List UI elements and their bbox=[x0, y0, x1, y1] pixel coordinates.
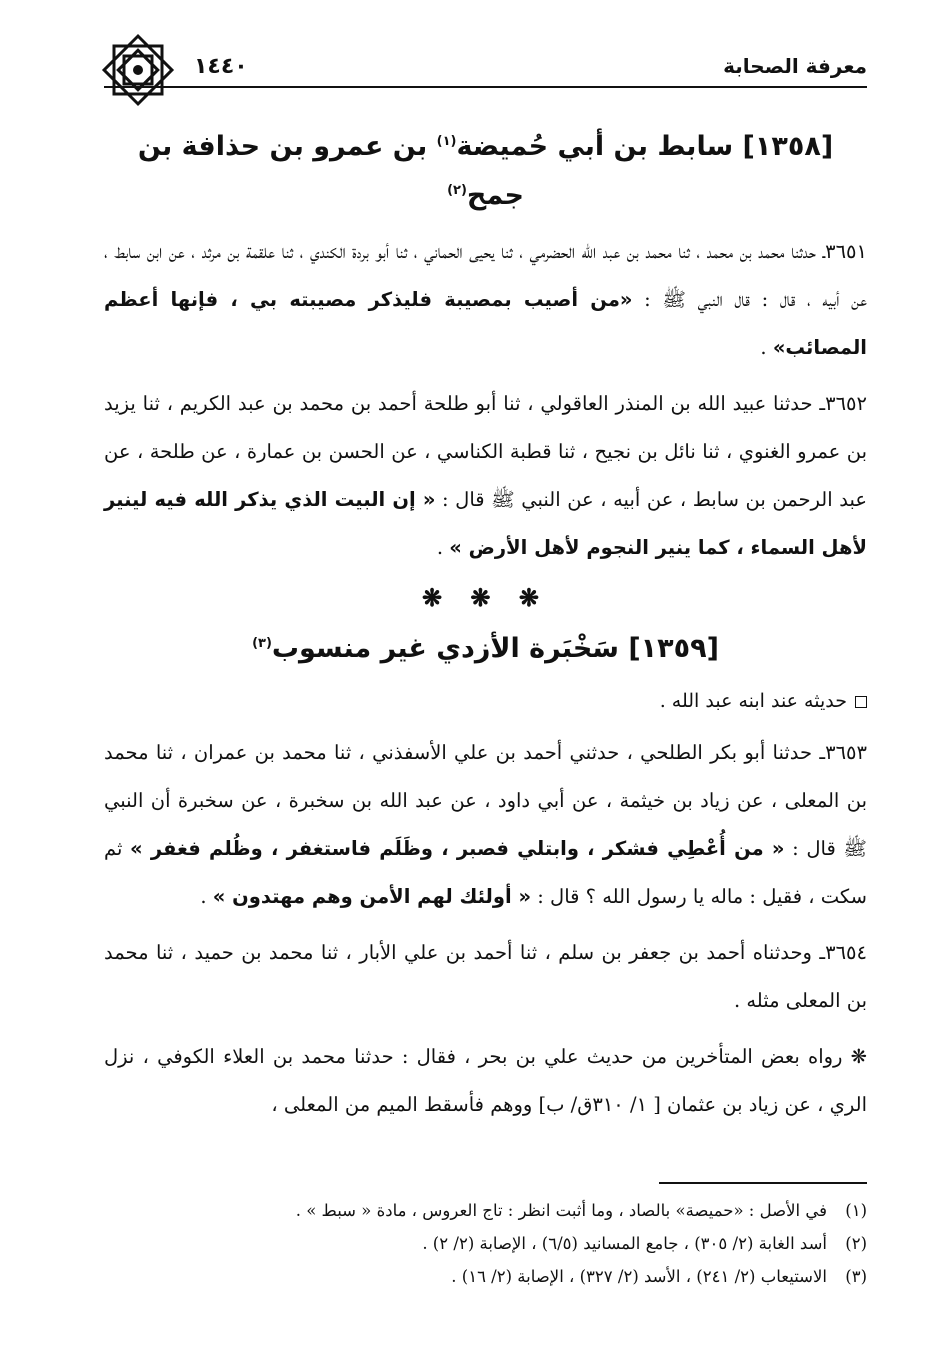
entry-note bbox=[104, 681, 867, 721]
commentary-paragraph: ❋ رواه بعض المتأخرين من حديث علي بن بحر ، فقال : حدثنا محمد بن العلاء الكوفي ، نزل الري ، عن زياد بن عثمان [ ١/ ٣١٠ق/ ب] ووهم فأسقط الميم من المعلى ، bbox=[104, 1045, 867, 1116]
entry-name: سابط بن أبي حُميضة bbox=[456, 131, 734, 162]
page-body bbox=[104, 116, 867, 1137]
entry-title-1359: [١٣٥٩] سَخْبَرة الأزدي غير منسوب$^{(٣)}$ bbox=[252, 633, 719, 664]
narration-text: ثم سكت ، فقيل : ماله يا رسول الله ؟ قال : bbox=[104, 837, 867, 908]
note-text: حديثه عند ابنه عبد الله . bbox=[659, 690, 847, 712]
footnote-ref: (٢) bbox=[447, 183, 467, 198]
footnote-3 bbox=[104, 1260, 867, 1293]
footnote-2 bbox=[104, 1227, 867, 1260]
isnad-text: ٣٦٥٣ـ حدثنا أبو بكر الطلحي ، حدثني أحمد بن علي الأسفذني ، ثنا محمد بن عمران ، ثنا محمد بن المعلى ، عن زياد بن خيثمة ، عن أبي داود ، عن عبد الله بن سخبرة ، عن سخبرة أن النبي ﷺ قال : bbox=[104, 741, 867, 860]
footnote-text: أسد الغابة (٢/ ٣٠٥) ، جامع المسانيد (٦/٥) ، الإصابة (٢/ ٢) . bbox=[422, 1234, 827, 1253]
punct: . bbox=[200, 885, 213, 908]
book-title: معرفة الصحابة bbox=[723, 54, 867, 78]
hadith-3651 bbox=[104, 228, 867, 372]
hadith-3654: ٣٦٥٤ـ وحدثناه أحمد بن جعفر بن سلم ، ثنا أحمد بن علي الأبار ، ثنا محمد بن حميد ، ثنا محمد بن المعلى مثله . bbox=[104, 941, 867, 1012]
section-separator: ❋ ❋ ❋ bbox=[421, 583, 550, 612]
footnote-number: (٣) bbox=[845, 1267, 867, 1286]
footnote-text: في الأصل : «حميصة» بالصاد ، وما أثبت انظر : تاج العروس ، مادة « سبط » . bbox=[295, 1201, 827, 1220]
entry-number: ١٣٥٨ bbox=[754, 131, 821, 162]
hadith-3652 bbox=[104, 380, 867, 572]
entry-title-1358: [١٣٥٨] سابط بن أبي حُميضة$^{(١)}$ بن عمرو بن حذافة بن جمح$^{(٢)}$ bbox=[137, 131, 834, 211]
isnad-text: ٣٦٥٢ـ حدثنا عبيد الله بن المنذر العاقولي ، ثنا أبو طلحة أحمد بن محمد بن عبد الكريم ، ثنا يزيد بن عمرو الغنوي ، ثنا نائل بن نجيح ، ثنا قطبة الكناسي ، عن الحسن بن عمارة ، عن طلحة ، عن عبد الرحمن بن سابط ، عن أبيه ، عن النبي ﷺ قال : bbox=[104, 392, 867, 511]
punct: . bbox=[760, 336, 773, 359]
isnad-text: ٣٦٥١ـ حدثنا محمد بن محمد ، ثنا محمد بن عبد الله الحضرمي ، ثنا يحيى الحماني ، ثنا أبو بردة الكندي ، ثنا علقمة بن مرثد ، عن ابن سابط ، عن أبيه ، قال : قال النبي ﷺ : bbox=[104, 240, 867, 311]
entry-name-rest: بن عمرو بن حذافة بن جمح bbox=[137, 131, 524, 211]
hadith-matn: « من أُعْطِي فشكر ، وابتلي فصبر ، وظَلَم فاستغفر ، وظُلم فغفر » bbox=[130, 837, 785, 860]
hadith-matn: « أولئك لهم الأمن وهم مهتدون » bbox=[212, 885, 532, 908]
footnotes bbox=[104, 1194, 867, 1293]
page-number: ١٤٤٠ bbox=[194, 54, 248, 79]
footnote-number: (٢) bbox=[845, 1234, 867, 1253]
entry-number: ١٣٥٩ bbox=[640, 633, 707, 664]
footnote-number: (١) bbox=[845, 1201, 867, 1220]
punct: . bbox=[436, 536, 450, 559]
footnote-1 bbox=[104, 1194, 867, 1227]
footnote-ref: (٣) bbox=[252, 636, 272, 651]
hadith-3653 bbox=[104, 729, 867, 921]
footnote-rule bbox=[659, 1182, 867, 1184]
footnote-ref: (١) bbox=[436, 134, 457, 149]
header-rule bbox=[104, 86, 867, 88]
entry-name: سَخْبَرة الأزدي غير منسوب bbox=[271, 633, 619, 664]
hadith-matn: «من أصيب بمصيبة فليذكر مصيبته بي ، فإنها أعظم المصائب» bbox=[104, 288, 867, 359]
square-bullet-icon bbox=[855, 696, 867, 708]
ornament-star-icon bbox=[100, 32, 176, 108]
footnote-text: الاستيعاب (٢/ ٢٤١) ، الأسد (٢/ ٣٢٧) ، الإصابة (٢/ ١٦) . bbox=[451, 1267, 827, 1286]
hadith-matn: « إن البيت الذي يذكر الله فيه لينير لأهل السماء ، كما ينير النجوم لأهل الأرض » bbox=[104, 488, 867, 559]
